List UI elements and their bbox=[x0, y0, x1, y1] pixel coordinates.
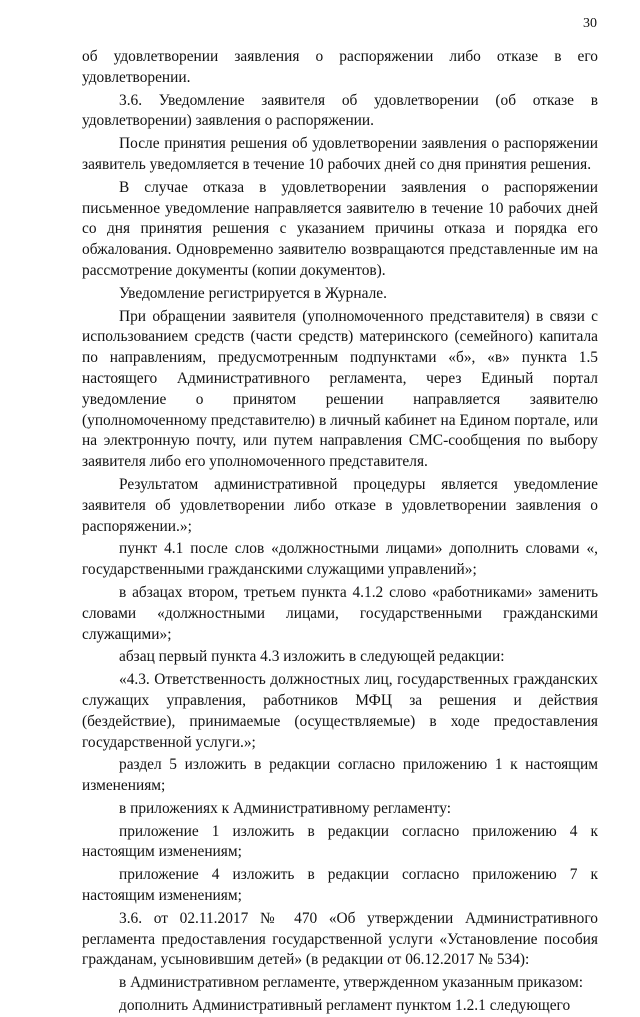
paragraph: дополнить Административный регламент пунктом 1.2.1 следующего bbox=[119, 997, 571, 1015]
paragraph: После принятия решения об удовлетворении заявления о распоряжении заявитель уведомляется в течение 10 рабочих дней со дня принятия решения. bbox=[82, 135, 598, 173]
document-body bbox=[82, 47, 598, 1017]
paragraph: приложение 4 изложить в редакции согласно приложению 7 к настоящим изменениям; bbox=[82, 866, 598, 905]
page-number: 30 bbox=[583, 16, 597, 31]
paragraph: раздел 5 изложить в редакции согласно приложению 1 к настоящим изменениям; bbox=[82, 756, 598, 795]
paragraph: в абзацах втором, третьем пункта 4.1.2 слово «работниками» заменить словами «должностными лицами, государственными гражданскими служащими»; bbox=[82, 583, 598, 643]
paragraph: в приложениях к Административному регламенту: bbox=[119, 799, 452, 817]
paragraph: в Административном регламенте, утвержденном указанным приказом: bbox=[119, 974, 584, 992]
paragraph: Уведомление регистрируется в Журнале. bbox=[119, 284, 387, 302]
paragraph: об удовлетворении заявления о распоряжении либо отказе в его удовлетворении. bbox=[82, 48, 598, 86]
paragraph: абзац первый пункта 4.3 изложить в следующей редакции: bbox=[119, 648, 505, 666]
paragraph: 3.6. от 02.11.2017 № 470 «Об утверждении Административного регламента предоставления государственной услуги «Установление пособия гражданам, усыновившим детей» (в редакции от 06.12.2017 № 534): bbox=[82, 909, 598, 969]
paragraph: пункт 4.1 после слов «должностными лицами» дополнить словами «, государственными гражданскими служащими управлений»; bbox=[82, 540, 598, 579]
paragraph: Результатом административной процедуры является уведомление заявителя об удовлетворении либо отказе в удовлетворении заявления о распоряжении.»; bbox=[82, 475, 598, 535]
paragraph: При обращении заявителя (уполномоченного представителя) в связи с использованием средств (части средств) материнского (семейного) капитала по направлениям, предусмотренным подпунктами «б», «в» пункта 1.5 настоящего Административного регламента, через Единый портал уведомление о принятом решении направляется заявителю (уполномоченному представителю) в личный кабинет на Едином портале, или на электронную почту, или путем направления СМС-сообщения по выбору заявителя либо его уполномоченного представителя. bbox=[82, 307, 598, 471]
paragraph: «4.3. Ответственность должностных лиц, государственных гражданских служащих управления, работников МФЦ за решения и действия (бездействие), принимаемые (осуществляемые) в ходе предоставления государственной услуги.»; bbox=[82, 671, 598, 751]
paragraph: 3.6. Уведомление заявителя об удовлетворении (об отказе в удовлетворении) заявления о распоряжении. bbox=[82, 91, 598, 130]
paragraph: приложение 1 изложить в редакции согласно приложению 4 к настоящим изменениям; bbox=[82, 822, 598, 861]
paragraph: В случае отказа в удовлетворении заявления о распоряжении письменное уведомление направляется заявителю в течение 10 рабочих дней со дня принятия решения с указанием причины отказа и порядка его обжалования. Одновременно заявителю возвращаются представленные им на рассмотрение документы (копии документов). bbox=[82, 178, 598, 279]
